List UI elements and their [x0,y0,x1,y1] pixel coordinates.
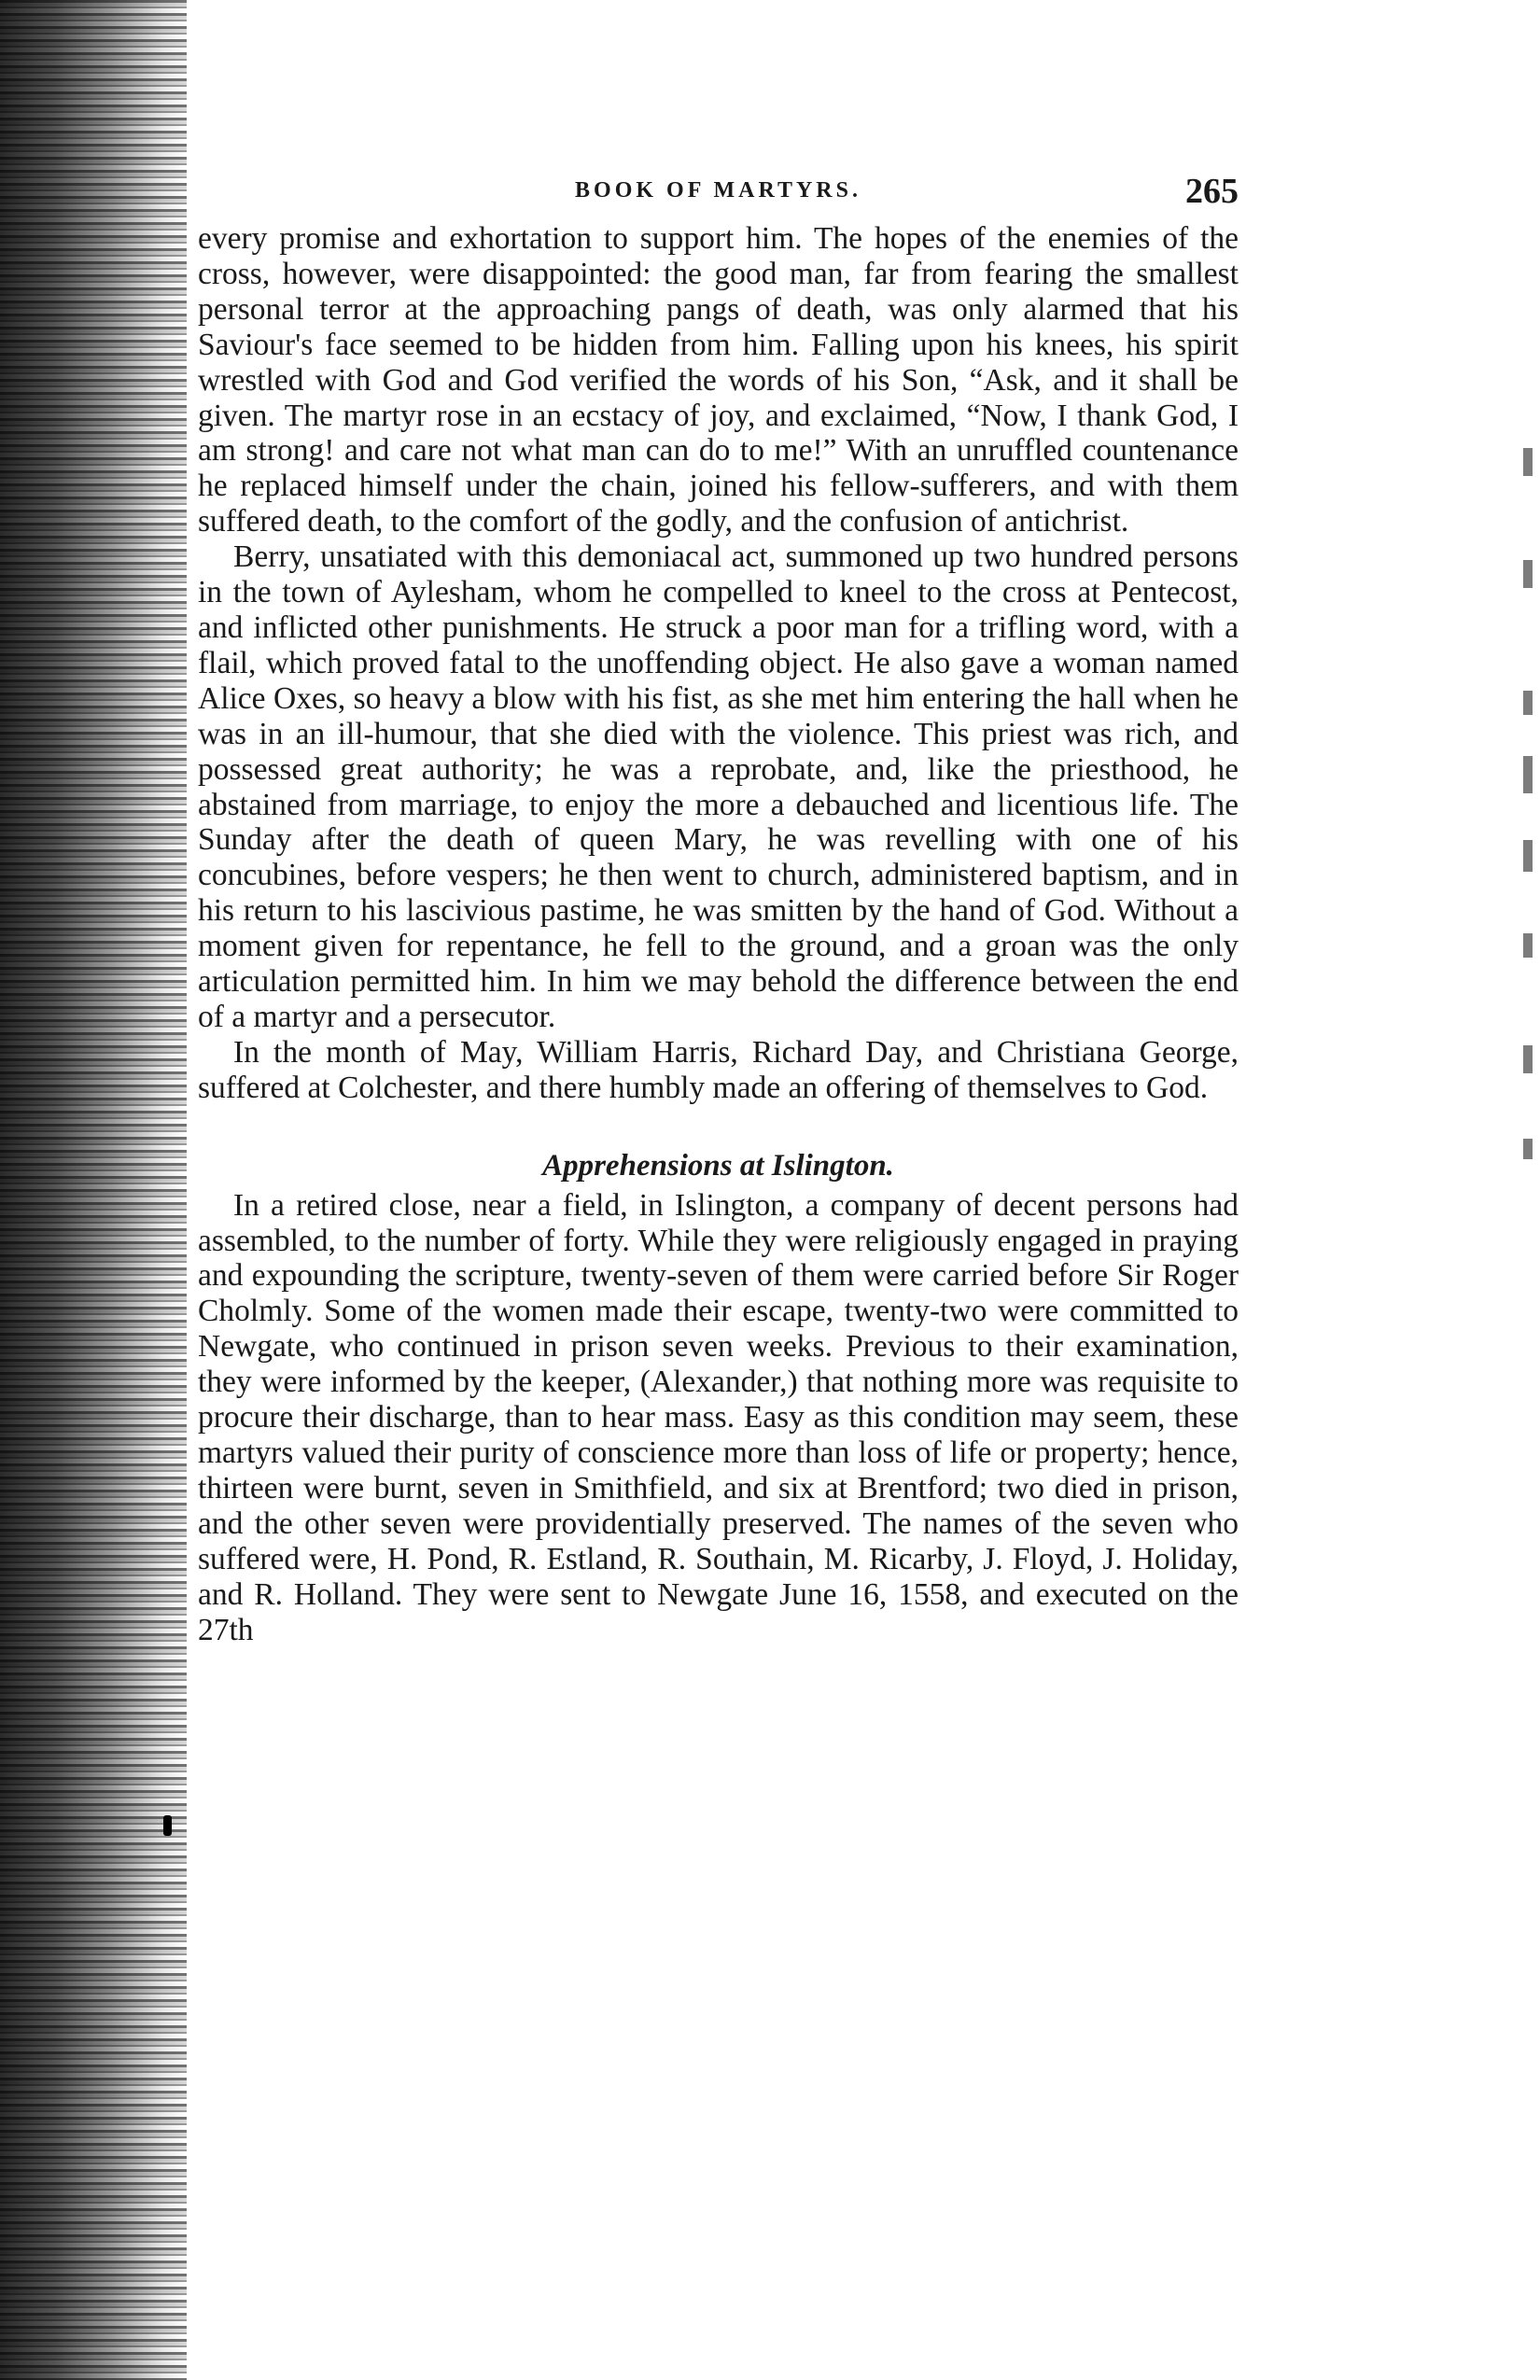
page-header [198,171,1239,227]
edge-bleed-marks [1503,448,1540,1176]
page-body [198,221,1239,1647]
paragraph-continuation: every promise and exhortation to support him. The hopes of the enemies of the cross, however, were disappointed: the good man, far from fearing the smallest personal terror at the approaching pangs of death, was only alarmed that his Saviour's face seemed to be hidden from him. Falling upon his knees, his spirit wrestled with God and God verified the words of his Son, “Ask, and it shall be given. The martyr rose in an ecstacy of joy, and exclaimed, “Now, I thank God, I am strong! and care not what man can do to me!” With an unruffled countenance he replaced himself under the chain, joined his fellow-sufferers, and with them suffered death, to the comfort of the godly, and the confusion of antichrist. [198,221,1239,539]
paragraph-colchester: In the month of May, William Harris, Richard Day, and Christiana George, suffered at Colchester, and there humbly made an offering of themselves to God. [198,1034,1239,1105]
running-title: BOOK OF MARTYRS. [575,178,861,203]
book-gutter-shadow [0,0,187,2380]
page-number: 265 [1185,172,1239,211]
gutter-mark [163,1815,172,1836]
paragraph-berry: Berry, unsatiated with this demoniacal act, summoned up two hundred persons in the town of Aylesham, whom he compelled to kneel to the cross at Pentecost, and inflicted other punishments. He struck a poor man for a trifling word, with a flail, which proved fatal to the unoffending object. He also gave a woman named Alice Oxes, so heavy a blow with his fist, as she met him entering the hall when he was in an ill-humour, that she died with the violence. This priest was rich, and possessed great authority; he was a reprobate, and, like the priesthood, he abstained from marriage, to enjoy the more a debauched and licentious life. The Sunday after the death of queen Mary, he was revelling with one of his concubines, before vespers; he then went to church, administered baptism, and in his return to his lascivious pastime, he was smitten by the hand of God. Without a moment given for repentance, he fell to the ground, and a groan was the only articulation permitted him. In him we may behold the difference between the end of a martyr and a persecutor. [198,539,1239,1034]
section-heading: Apprehensions at Islington. [542,1148,894,1183]
paragraph-islington: In a retired close, near a field, in Islington, a company of decent persons had assembled, to the number of forty. While they were religiously engaged in praying and expounding the scripture, twenty-seven of them were carried before Sir Roger Cholmly. Some of the women made their escape, twenty-two were committed to Newgate, who continued in prison seven weeks. Previous to their examination, they were informed by the keeper, (Alexander,) that nothing more was requisite to procure their discharge, than to hear mass. Easy as this condition may seem, these martyrs valued their purity of conscience more than loss of life or property; hence, thirteen were burnt, seven in Smithfield, and six at Brentford; two died in prison, and the other seven were providentially preserved. The names of the seven who suffered were, H. Pond, R. Estland, R. Southain, M. Ricarby, J. Floyd, J. Holiday, and R. Holland. They were sent to Newgate June 16, 1558, and executed on the 27th [198,1187,1239,1647]
